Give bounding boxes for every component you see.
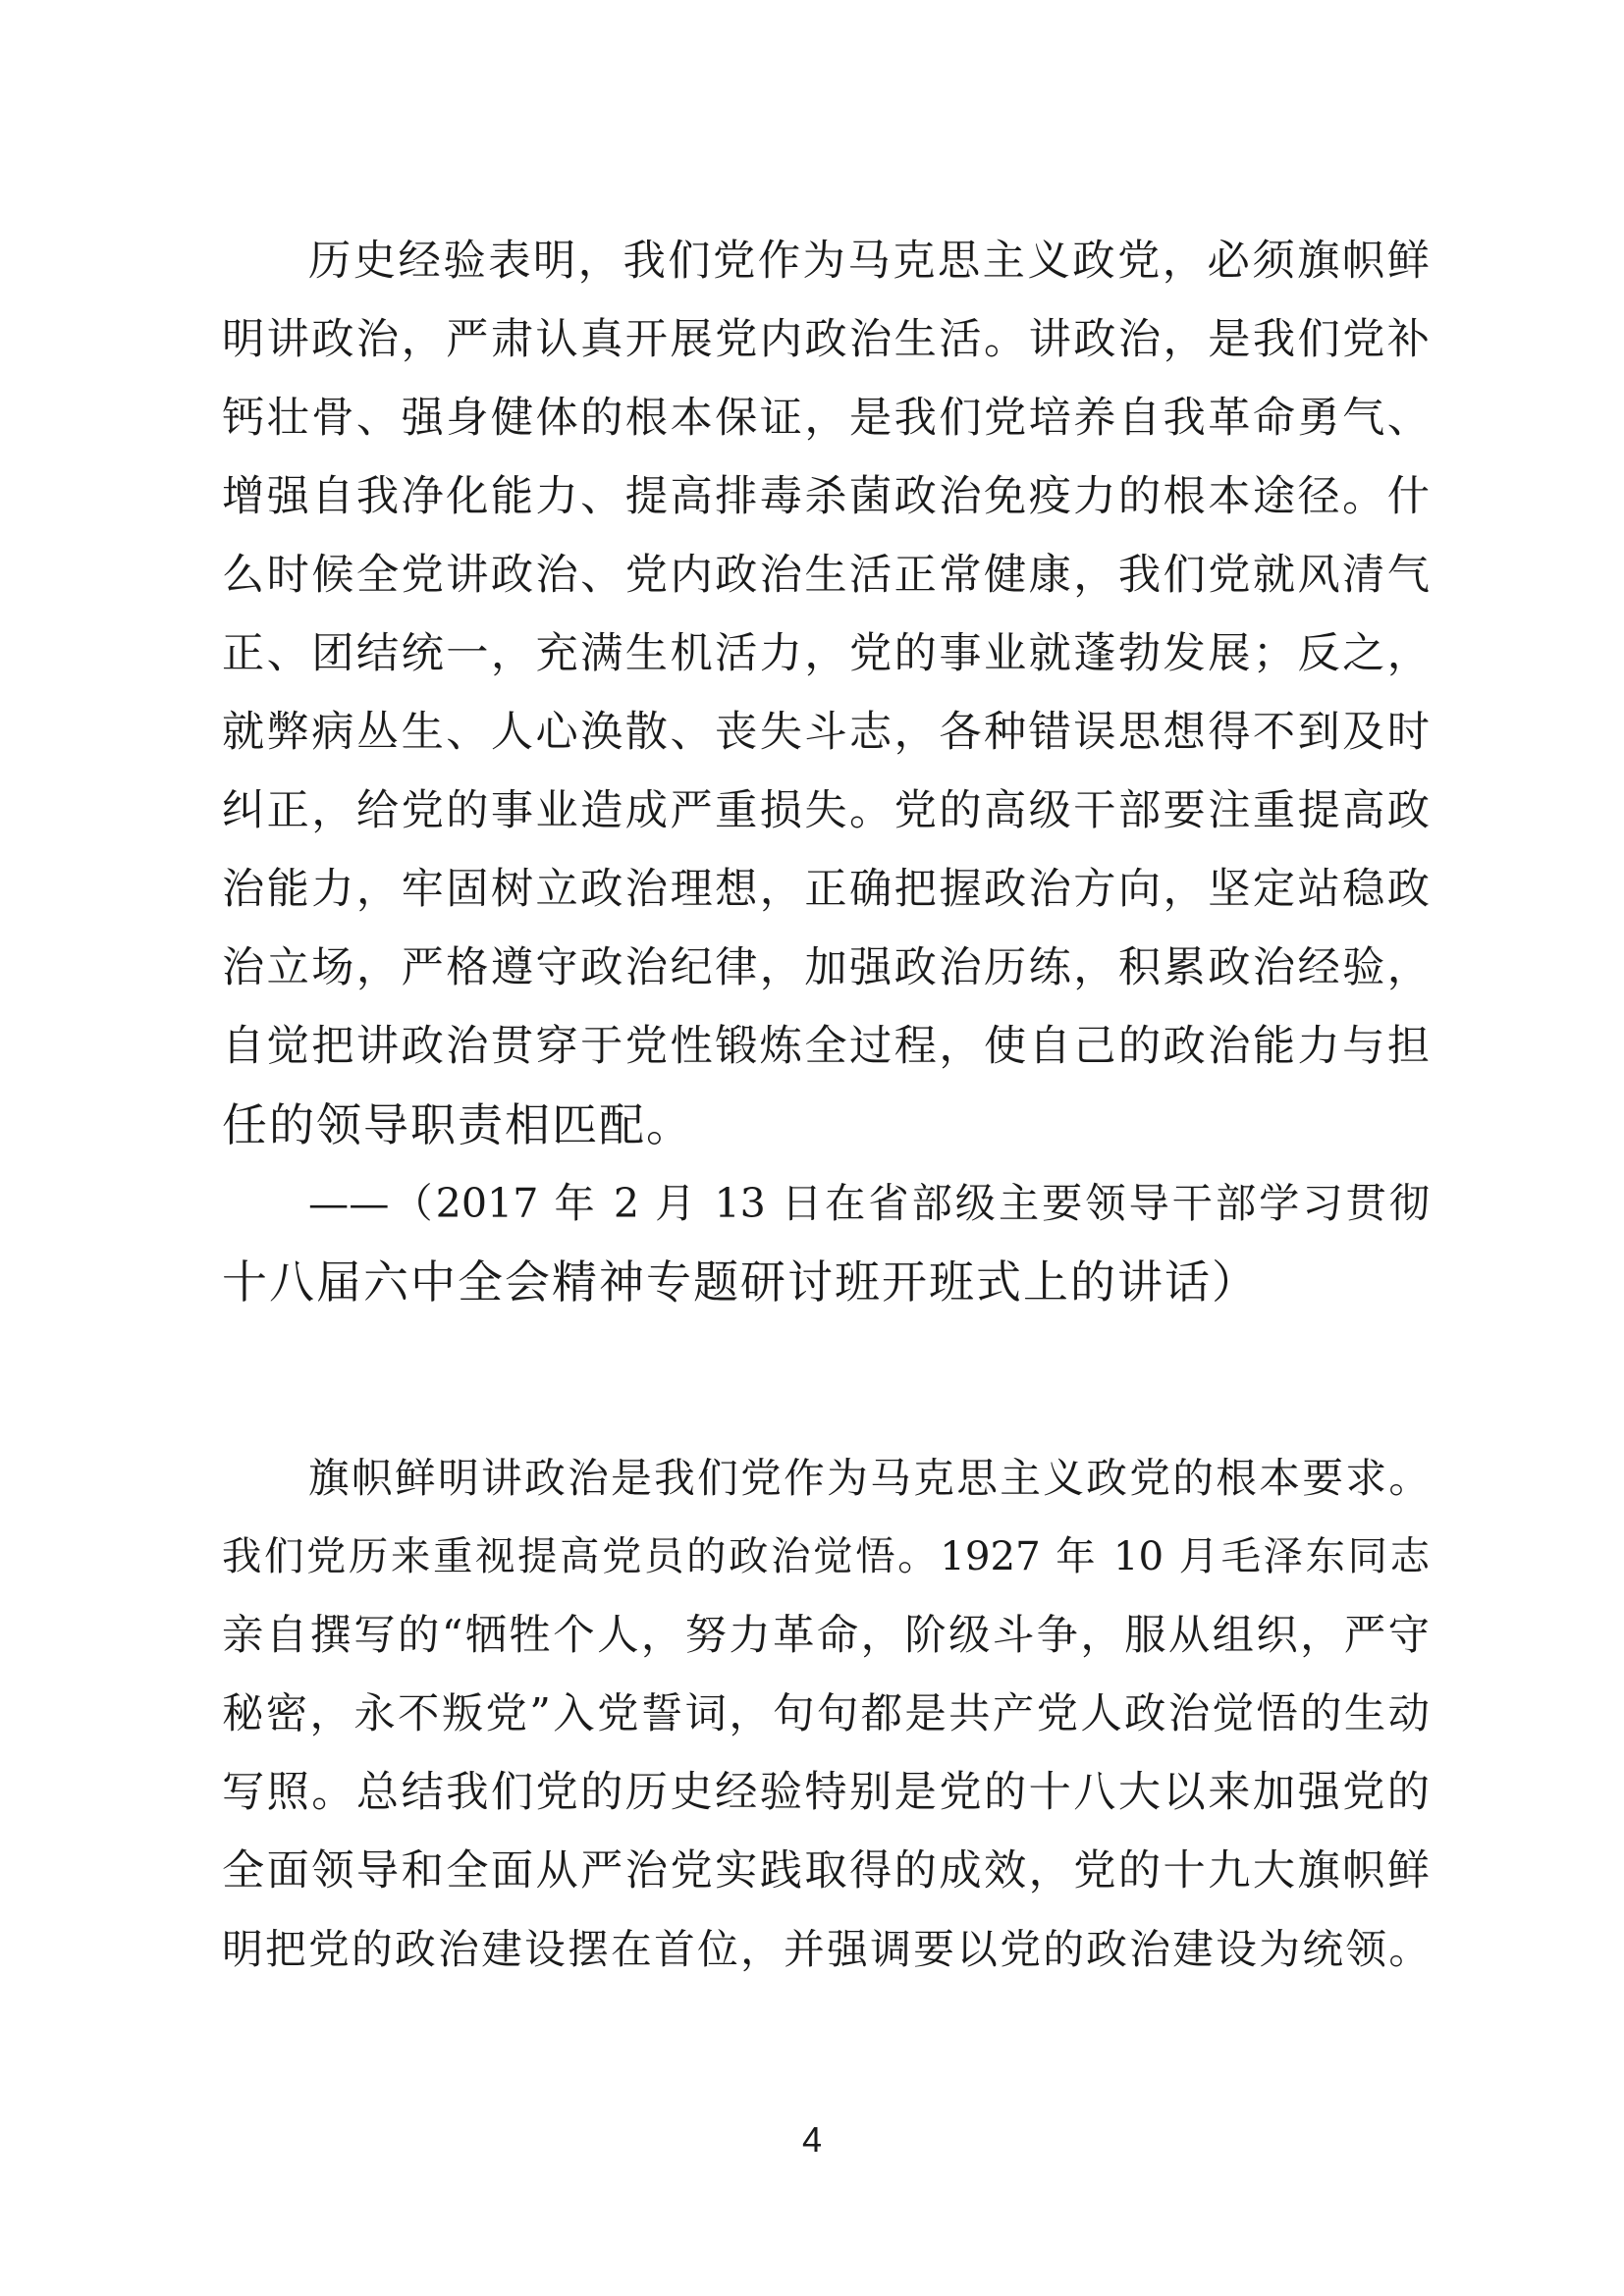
- paragraph-line: 写照。总结我们党的历史经验特别是党的十八大以来加强党的: [222, 1768, 1430, 1817]
- page-number: 4: [801, 2119, 823, 2160]
- paragraph-line: 治能力，牢固树立政治理想，正确把握政治方向，坚定站稳政: [222, 865, 1430, 914]
- paragraph-history-lessons: [222, 222, 1430, 1164]
- paragraph-political-awareness: [222, 1439, 1430, 1989]
- paragraph-line: 任的领导职责相匹配。: [222, 1098, 693, 1151]
- paragraph-line: 么时候全党讲政治、党内政治生活正常健康，我们党就风清气: [222, 551, 1430, 600]
- citation-line: 十八届六中全会精神专题研讨班开班式上的讲话）: [222, 1255, 1259, 1308]
- paragraph-line: 全面领导和全面从严治党实践取得的成效，党的十九大旗帜鲜: [222, 1846, 1430, 1896]
- paragraph-line: 我们党历来重视提高党员的政治觉悟。1927 年 10 月毛泽东同志: [222, 1533, 1430, 1579]
- paragraph-line: 明把党的政治建设摆在首位，并强调要以党的政治建设为统领。: [222, 1925, 1430, 1973]
- paragraph-line: 明讲政治，严肃认真开展党内政治生活。讲政治，是我们党补: [222, 315, 1430, 364]
- paragraph-line: 秘密，永不叛党”入党誓词，句句都是共产党人政治觉悟的生动: [222, 1689, 1430, 1737]
- paragraph-line: 增强自我净化能力、提高排毒杀菌政治免疫力的根本途径。什: [222, 472, 1430, 521]
- paragraph-line: 旗帜鲜明讲政治是我们党作为马克思主义政党的根本要求。: [308, 1454, 1430, 1502]
- paragraph-line: 纠正，给党的事业造成严重损失。党的高级干部要注重提高政: [222, 786, 1430, 835]
- citation-line: ——（2017 年 2 月 13 日在省部级主要领导干部学习贯彻: [308, 1180, 1430, 1227]
- paragraph-line: 历史经验表明，我们党作为马克思主义政党，必须旗帜鲜: [308, 237, 1430, 286]
- paragraph-line: 钙壮骨、强身健体的根本保证，是我们党培养自我革命勇气、: [222, 394, 1430, 443]
- citation-block: [222, 1164, 1430, 1321]
- paragraph-line: 亲自撰写的“牺牲个人，努力革命，阶级斗争，服从组织，严守: [222, 1611, 1430, 1659]
- paragraph-line: 自觉把讲政治贯穿于党性锻炼全过程，使自己的政治能力与担: [222, 1022, 1430, 1071]
- paragraph-line: 治立场，严格遵守政治纪律，加强政治历练，积累政治经验，: [222, 943, 1430, 992]
- paragraph-line: 就弊病丛生、人心涣散、丧失斗志，各种错误思想得不到及时: [222, 708, 1430, 757]
- paragraph-line: 正、团结统一，充满生机活力，党的事业就蓬勃发展；反之，: [222, 629, 1430, 678]
